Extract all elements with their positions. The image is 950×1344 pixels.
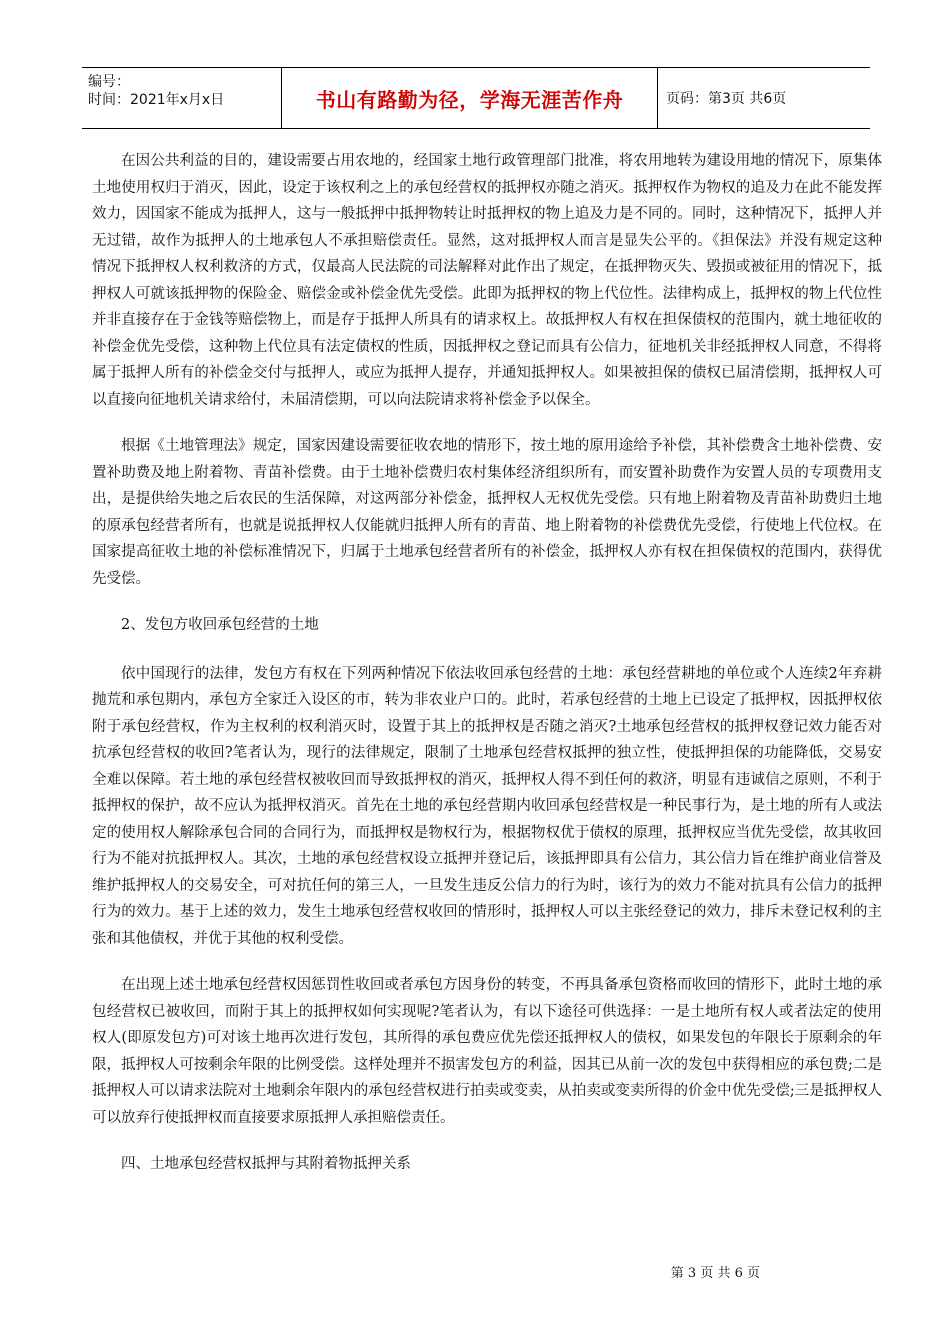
header-meta — [82, 68, 282, 128]
document-date-label: 时间：2021年x月x日 — [88, 92, 225, 108]
header-motto: 书山有路勤为径，学海无涯苦作舟 — [282, 68, 658, 128]
page-header — [82, 67, 870, 129]
body-paragraph: 依中国现行的法律，发包方有权在下列两种情况下依法收回承包经营的土地：承包经营耕地的单位或个人连续2年弃耕抛荒和承包期内，承包方全家迁入设区的市，转为非农业户口的。此时，若承包经营的土地上已设定了抵押权，因抵押权依附于承包经营权，作为主权利的权利消灭时，设置于其上的抵押权是否随之消灭?土地承包经营权的抵押权登记效力能否对抗承包经营权的收回?笔者认为，现行的法律规定，限制了土地承包经营权抵押的独立性，使抵押担保的功能降低，交易安全难以保障。若土地的承包经营权被收回而导致抵押权的消灭，抵押权人得不到任何的救济，明显有违诚信之原则，不利于抵押权的保护，故不应认为抵押权消灭。首先在土地的承包经营期内收回承包经营权是一种民事行为，是土地的所有人或法定的使用权人解除承包合同的合同行为，而抵押权是物权行为，根据物权优于债权的原理，抵押权应当优先受偿，故其收回行为不能对抗抵押权人。其次，土地的承包经营权设立抵押并登记后，该抵押即具有公信力，其公信力旨在维护商业信誉及维护抵押权人的交易安全，可对抗任何的第三人，一旦发生违反公信力的行为时，该行为的效力不能对抗具有公信力的抵押行为的效力。基于上述的效力，发生土地承包经营权收回的情形时，抵押权人可以主张经登记的效力，排斥未登记权利的主张和其他债权，并优于其他的权利受偿。 — [92, 665, 882, 947]
document-body — [92, 148, 882, 1200]
header-page-number: 页码：第3页 共6页 — [666, 91, 787, 107]
body-paragraph: 根据《土地管理法》规定，国家因建设需要征收农地的情形下，按土地的原用途给予补偿，其补偿费含土地补偿费、安置补助费及地上附着物、青苗补偿费。由于土地补偿费归农村集体经济组织所有，而安置补助费作为安置人员的专项费用支出，是提供给失地之后农民的生活保障，对这两部分补偿金，抵押权人无权优先受偿。只有地上附着物及青苗补助费归土地的原承包经营者所有，也就是说抵押权人仅能就归抵押人所有的青苗、地上附着物的补偿费优先受偿，行使地上代位权。在国家提高征收土地的补偿标准情况下，归属于土地承包经营者所有的补偿金，抵押权人亦有权在担保债权的范围内，获得优先受偿。 — [92, 438, 882, 587]
document-number-label: 编号： — [88, 74, 130, 90]
section-heading: 四、土地承包经营权抵押与其附着物抵押关系 — [121, 1156, 411, 1172]
body-paragraph: 在因公共利益的目的，建设需要占用农地的，经国家土地行政管理部门批准，将农用地转为建设用地的情况下，原集体土地使用权归于消灭，因此，设定于该权利之上的承包经营权的抵押权亦随之消灭。抵押权作为物权的追及力在此不能发挥效力，因国家不能成为抵押人，这与一般抵押中抵押物转让时抵押权的物上追及力是不同的。同时，这种情况下，抵押人并无过错，故作为抵押人的土地承包人不承担赔偿责任。显然，这对抵押权人而言是显失公平的。《担保法》并没有规定这种情况下抵押权人权利救济的方式，仅最高人民法院的司法解释对此作出了规定，在抵押物灭失、毁损或被征用的情况下，抵押权人可就该抵押物的保险金、赔偿金或补偿金优先受偿。此即为抵押权的物上代位性。法律构成上，抵押权的物上代位性并非直接存在于金钱等赔偿物上，而是存于抵押人所具有的请求权上。故抵押权人有权在担保债权的范围内，就土地征收的补偿金优先受偿，这种物上代位具有法定债权的性质，因抵押权之登记而具有公信力，征地机关非经抵押权人同意，不得将属于抵押人所有的补偿金交付与抵押人，或应为抵押人提存，并通知抵押权人。如果被担保的债权已届清偿期，抵押权人可以直接向征地机关请求给付，未届清偿期，可以向法院请求将补偿金予以保全。 — [92, 153, 882, 408]
section-heading: 2、发包方收回承包经营的土地 — [121, 617, 319, 633]
body-paragraph: 在出现上述土地承包经营权因惩罚性收回或者承包方因身份的转变，不再具备承包资格而收回的情形下，此时土地的承包经营权已被收回，而附于其上的抵押权如何实现呢?笔者认为，有以下途径可供选择：一是土地所有权人或者法定的使用权人(即原发包方)可对该土地再次进行发包，其所得的承包费应优先偿还抵押权人的债权，如果发包的年限长于原剩余的年限，抵押权人可按剩余年限的比例受偿。这样处理并不损害发包方的利益，因其已从前一次的发包中获得相应的承包费;二是抵押权人可以请求法院对土地剩余年限内的承包经营权进行拍卖或变卖，从拍卖或变卖所得的价金中优先受偿;三是抵押权人可以放弃行使抵押权而直接要求原抵押人承担赔偿责任。 — [92, 977, 882, 1126]
page-footer: 第 3 页 共 6 页 — [670, 1266, 760, 1281]
